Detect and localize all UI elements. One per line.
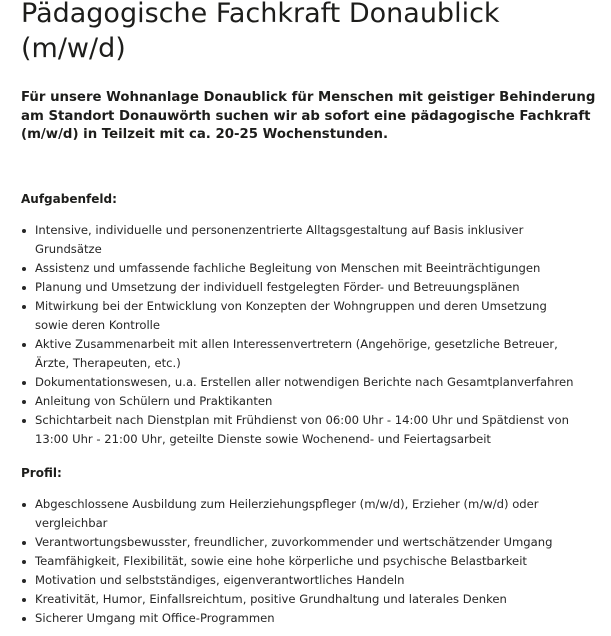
list-item-text: Mitwirkung bei der Entwicklung von Konzepten der Wohngruppen und deren Umsetzung sowie deren Kontrolle	[35, 299, 547, 332]
bullet-icon	[22, 541, 26, 545]
profile-heading: Profil:	[21, 466, 62, 480]
tasks-heading: Aufgabenfeld:	[21, 192, 117, 206]
list-item-text: Assistenz und umfassende fachliche Begleitung von Menschen mit Beeinträchtigungen	[35, 261, 541, 275]
bullet-icon	[22, 267, 26, 271]
list-item-text: Dokumentationswesen, u.a. Erstellen aller notwendigen Berichte nach Gesamtplanverfahren	[35, 375, 574, 389]
list-item	[21, 373, 581, 392]
list-item-text: Abgeschlossene Ausbildung zum Heilerziehungspfleger (m/w/d), Erzieher (m/w/d) oder vergleichbar	[35, 497, 539, 530]
bullet-icon	[22, 598, 26, 602]
list-item	[21, 335, 581, 373]
list-item-text: Motivation und selbstständiges, eigenverantwortliches Handeln	[35, 573, 405, 587]
list-item-text: Teamfähigkeit, Flexibilität, sowie eine hohe körperliche und psychische Belastbarkeit	[35, 554, 527, 568]
bullet-icon	[22, 381, 26, 385]
list-item-text: Anleitung von Schülern und Praktikanten	[35, 394, 273, 408]
list-item	[21, 278, 581, 297]
intro-text: Für unsere Wohnanlage Donaublick für Menschen mit geistiger Behinderung am Standort Donauwörth suchen wir ab sofort eine pädagogische Fachkraft (m/w/d) in Teilzeit mit ca. 20-25 Wochenstunden.	[21, 90, 596, 142]
bullet-icon	[22, 343, 26, 347]
tasks-list	[21, 221, 581, 449]
list-item	[21, 571, 581, 590]
list-item	[21, 552, 581, 571]
list-item	[21, 221, 581, 259]
profile-list	[21, 495, 581, 628]
page-title: Pädagogische Fachkraft Donaublick (m/w/d)	[21, 0, 500, 64]
list-item	[21, 495, 581, 533]
list-item-text: Sicherer Umgang mit Office-Programmen	[35, 611, 275, 625]
bullet-icon	[22, 579, 26, 583]
list-item	[21, 533, 581, 552]
list-item-text: Kreativität, Humor, Einfallsreichtum, positive Grundhaltung und laterales Denken	[35, 592, 507, 606]
list-item	[21, 392, 581, 411]
list-item-text: Aktive Zusammenarbeit mit allen Interessenvertretern (Angehörige, gesetzliche Betreuer, Ärzte, Therapeuten, etc.)	[35, 337, 558, 370]
list-item	[21, 609, 581, 628]
list-item	[21, 590, 581, 609]
list-item	[21, 411, 581, 449]
list-item-text: Verantwortungsbewusster, freundlicher, zuvorkommender und wertschätzender Umgang	[35, 535, 553, 549]
list-item-text: Schichtarbeit nach Dienstplan mit Frühdienst von 06:00 Uhr - 14:00 Uhr und Spätdienst von 13:00 Uhr - 21:00 Uhr, geteilte Dienste sowie Wochenend- und Feiertagsarbeit	[35, 413, 569, 446]
list-item-text: Intensive, individuelle und personenzentrierte Alltagsgestaltung auf Basis inklusiver Grundsätze	[35, 223, 524, 256]
bullet-icon	[22, 503, 26, 507]
bullet-icon	[22, 229, 26, 233]
bullet-icon	[22, 560, 26, 564]
list-item	[21, 259, 581, 278]
bullet-icon	[22, 305, 26, 309]
list-item-text: Planung und Umsetzung der individuell festgelegten Förder- und Betreuungsplänen	[35, 280, 520, 294]
bullet-icon	[22, 419, 26, 423]
bullet-icon	[22, 400, 26, 404]
bullet-icon	[22, 617, 26, 621]
list-item	[21, 297, 581, 335]
bullet-icon	[22, 286, 26, 290]
